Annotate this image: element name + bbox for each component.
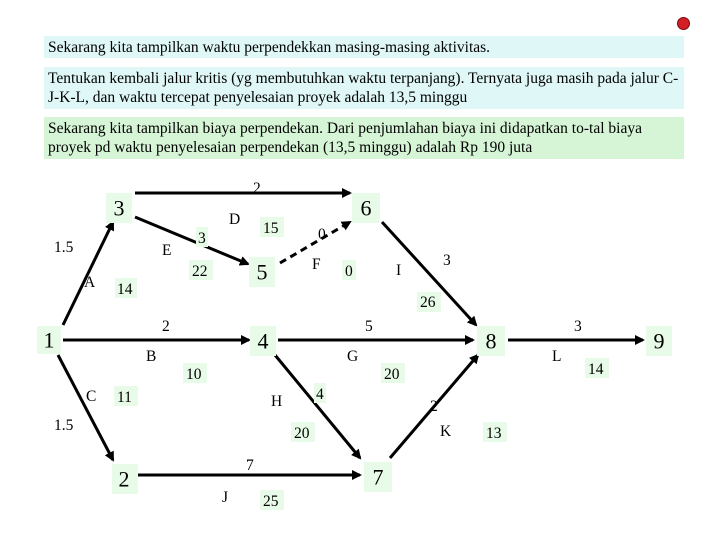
activity-D-name: D <box>229 211 241 228</box>
activity-A-time: 1.5 <box>54 239 74 256</box>
activity-E-name: E <box>162 242 172 259</box>
activity-E-time: 3 <box>198 230 206 247</box>
node-6 <box>352 193 380 223</box>
activity-H-name: H <box>271 393 283 410</box>
node-9 <box>646 326 672 356</box>
svg-text:9: 9 <box>653 328 665 354</box>
activity-I-time: 3 <box>443 252 451 269</box>
activity-G-time: 5 <box>365 318 373 335</box>
activity-F-name: F <box>312 256 321 273</box>
text-box-2: Tentukan kembali jalur kritis (yg membutuhkan waktu terpanjang). Ternyata juga masih pada jalur C-J-K-L, dan waktu tercepat penyelesaian proyek adalah 13,5 minggu <box>44 67 684 109</box>
svg-text:6: 6 <box>360 195 372 221</box>
activity-B-cost: 10 <box>186 366 202 383</box>
svg-text:8: 8 <box>485 328 497 354</box>
activity-H-time: 4 <box>316 386 324 403</box>
activity-I-name: I <box>396 262 402 279</box>
node-5 <box>249 257 275 287</box>
activity-H-cost: 20 <box>294 425 310 442</box>
activity-B-time: 2 <box>162 318 170 335</box>
activity-C-name: C <box>86 388 97 405</box>
activity-L-cost: 14 <box>588 361 604 378</box>
activity-K-cost: 13 <box>486 425 502 442</box>
svg-text:7: 7 <box>372 464 384 490</box>
svg-text:4: 4 <box>257 328 269 354</box>
node-2 <box>112 464 138 494</box>
activity-C-time: 1.5 <box>54 417 74 434</box>
activity-A-name: A <box>84 274 96 291</box>
activity-K-name: K <box>440 423 452 440</box>
activity-L-name: L <box>552 348 562 365</box>
activity-B-name: B <box>146 348 157 365</box>
svg-text:5: 5 <box>256 259 268 285</box>
text-box-1: Sekarang kita tampilkan waktu perpendekkan masing-masing aktivitas. <box>44 36 684 58</box>
activity-F-time: 0 <box>318 226 326 243</box>
node-7 <box>364 462 392 492</box>
node-4 <box>250 326 276 356</box>
edge-C <box>58 355 113 460</box>
svg-text:1: 1 <box>43 327 55 353</box>
activity-G-name: G <box>347 348 359 365</box>
activity-K-time: 2 <box>430 398 438 415</box>
activity-F-cost: 0 <box>345 263 353 280</box>
text-box-3: Sekarang kita tampilkan biaya perpendekan. Dari penjumlahan biaya ini didapatkan to-tal biaya proyek pd waktu penyelesaian perpendekan (13,5 minggu) adalah Rp 190 juta <box>44 117 684 159</box>
activity-E-cost: 22 <box>192 263 208 280</box>
activity-L-time: 3 <box>574 318 582 335</box>
activity-D-time: 2 <box>253 180 261 197</box>
activity-G-cost: 20 <box>384 366 400 383</box>
activity-J-time: 7 <box>246 457 254 474</box>
node-3 <box>106 193 132 223</box>
svg-text:2: 2 <box>118 466 130 492</box>
node-1 <box>37 326 61 354</box>
activity-I-cost: 26 <box>420 294 436 311</box>
activity-A-cost: 14 <box>117 281 133 298</box>
activity-C-cost: 11 <box>117 389 132 406</box>
activity-J-name: J <box>222 489 229 506</box>
activity-D-cost: 15 <box>263 220 279 237</box>
edge-H <box>275 355 360 458</box>
svg-text:3: 3 <box>113 195 125 221</box>
node-8 <box>477 326 505 356</box>
activity-J-cost: 25 <box>263 493 279 510</box>
